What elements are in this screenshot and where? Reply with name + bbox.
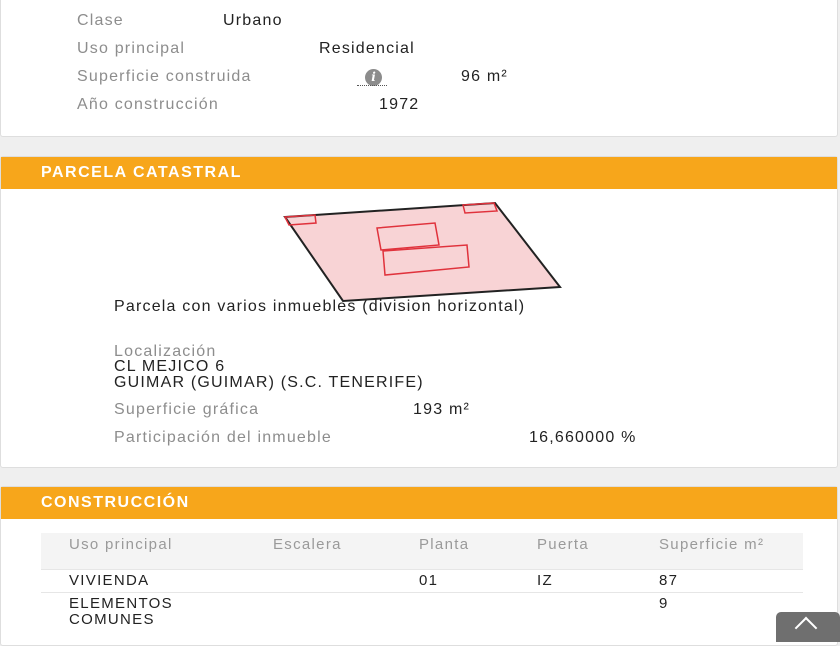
superficie-grafica-label: Superficie gráfica [114,401,260,418]
parcela-description: Parcela con varios inmuebles (division horizontal) [114,298,526,315]
construccion-card [0,486,838,646]
property-summary-card [0,0,838,137]
superficie-grafica-value: 193 m² [413,401,470,418]
cell-escalera [245,593,391,632]
clase-value: Urbano [223,12,283,29]
col-planta: Planta [391,533,509,570]
parcel-map[interactable] [281,197,571,307]
localizacion-line-2: GUIMAR (GUIMAR) (S.C. TENERIFE) [114,374,424,391]
superficie-construida-value: 96 m² [461,68,508,85]
uso-principal-value: Residencial [319,40,415,57]
col-puerta: Puerta [509,533,631,570]
col-uso-principal: Uso principal [41,533,245,570]
cell-planta [391,593,509,632]
chevron-up-icon [795,617,818,640]
participacion-label: Participación del inmueble [114,429,332,446]
cell-planta: 01 [391,570,509,593]
parcel-shape [285,203,560,301]
anio-construccion-value: 1972 [379,96,420,113]
cell-superficie: 9 [631,593,803,632]
cell-superficie: 87 [631,570,803,593]
info-icon[interactable]: i [365,69,382,86]
cell-puerta: IZ [509,570,631,593]
localizacion-label: Localización [114,343,217,360]
col-escalera: Escalera [245,533,391,570]
scroll-to-top-button[interactable] [776,612,840,642]
table-row [41,570,803,593]
superficie-construida-label: Superficie construida [77,68,252,85]
info-underline [357,85,387,86]
construccion-table [41,533,803,631]
cell-uso: ELEMENTOS COMUNES [41,593,245,632]
parcela-catastral-card [0,156,838,468]
uso-principal-label: Uso principal [77,40,186,57]
cell-puerta [509,593,631,632]
parcela-catastral-header: PARCELA CATASTRAL [1,157,837,189]
clase-label: Clase [77,12,124,29]
anio-construccion-label: Año construcción [77,96,219,113]
cell-uso: VIVIENDA [41,570,245,593]
table-row [41,593,803,632]
table-header-row [41,533,803,570]
construccion-header: CONSTRUCCIÓN [1,487,837,519]
localizacion-line-1: CL MEJICO 6 [114,358,226,375]
participacion-value: 16,660000 % [529,429,637,446]
cell-escalera [245,570,391,593]
col-superficie: Superficie m² [631,533,803,570]
